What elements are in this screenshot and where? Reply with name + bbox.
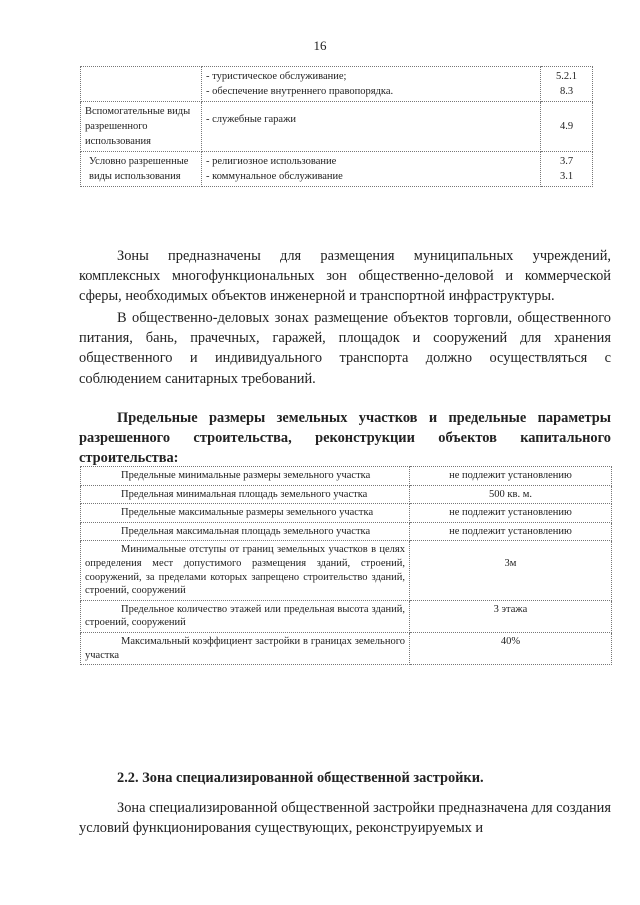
permitted-uses-table <box>80 66 593 187</box>
table-row <box>81 467 612 486</box>
paragraph-special-zone: Зона специализированной общественной застройки предназначена для создания условий функционирования существующих, реконструируемых и <box>79 800 611 837</box>
param-text: Минимальные отступы от границ земельных участков в целях определения мест допустимого размещения зданий, строений, сооружений, за пределами которых запрещено строительство зданий, строений, сооружений <box>85 544 405 597</box>
param-cell <box>81 467 410 486</box>
page-number: 16 <box>313 38 327 53</box>
code-item: 8.3 <box>559 86 574 97</box>
codes-cell <box>541 67 593 102</box>
category-cell: Вспомогательные виды разрешенного использования <box>81 102 202 152</box>
table-row <box>81 504 612 523</box>
use-item: - служебные гаражи <box>206 114 296 125</box>
param-cell <box>81 600 410 632</box>
code-item: 3.7 <box>559 156 574 167</box>
param-cell <box>81 504 410 523</box>
value-cell: не подлежит установлению <box>410 522 612 541</box>
param-cell <box>81 522 410 541</box>
table-row <box>81 522 612 541</box>
category-cell <box>81 67 202 102</box>
codes-cell <box>541 102 593 152</box>
use-item: - обеспечение внутреннего правопорядка. <box>206 86 394 97</box>
code-item: 4.9 <box>559 121 574 132</box>
paragraph-zones-purpose: Зоны предназначены для размещения муниципальных учреждений, комплексных многофункциональных зон общественно-деловой и коммерческой сферы, необходимых объектов инженерной и транспортной инфраструктуры. <box>79 248 611 305</box>
codes-cell <box>541 152 593 187</box>
table-row <box>81 67 593 102</box>
table-row <box>81 152 593 187</box>
uses-cell <box>202 102 541 152</box>
param-text: Предельное количество этажей или предельная высота зданий, строений, сооружений <box>85 603 405 629</box>
table-row <box>81 600 612 632</box>
section-title: 2.2. Зона специализированной общественной застройки. <box>117 770 484 786</box>
uses-cell <box>202 152 541 187</box>
use-item: - коммунальное обслуживание <box>206 171 343 182</box>
param-cell <box>81 485 410 504</box>
param-cell <box>81 632 410 664</box>
use-item: - туристическое обслуживание; <box>206 71 347 82</box>
paragraph-sanitary: В общественно-деловых зонах размещение объектов торговли, общественного питания, бань, прачечных, гаражей, площадок и сооружений для хранения общественного и индивидуального транспорта должно осуществляться с соблюдением санитарных требований. <box>79 310 611 387</box>
param-text: Предельная максимальная площадь земельного участка <box>121 525 371 537</box>
use-item: - религиозное использование <box>206 156 337 167</box>
value-cell: не подлежит установлению <box>410 504 612 523</box>
value-cell: не подлежит установлению <box>410 467 612 486</box>
value-cell: 40% <box>410 632 612 664</box>
code-item: 5.2.1 <box>556 71 577 82</box>
param-text: Предельная минимальная площадь земельного участка <box>121 488 368 500</box>
value-cell: 3 этажа <box>410 600 612 632</box>
limits-table <box>80 466 612 665</box>
code-item: 3.1 <box>559 171 574 182</box>
table-row <box>81 541 612 600</box>
value-cell: 3м <box>410 541 612 600</box>
category-cell: Условно разрешенные виды использования <box>81 152 202 187</box>
table-row <box>81 102 593 152</box>
param-cell <box>81 541 410 600</box>
value-cell: 500 кв. м. <box>410 485 612 504</box>
table-row <box>81 632 612 664</box>
limits-heading: Предельные размеры земельных участков и предельные параметры разрешенного строительства, реконструкции объектов капитального строительства: <box>79 410 611 467</box>
param-text: Максимальный коэффициент застройки в границах земельного участка <box>85 635 405 661</box>
param-text: Предельные максимальные размеры земельного участка <box>121 507 374 519</box>
param-text: Предельные минимальные размеры земельного участка <box>121 470 371 481</box>
uses-cell <box>202 67 541 102</box>
table-row <box>81 485 612 504</box>
